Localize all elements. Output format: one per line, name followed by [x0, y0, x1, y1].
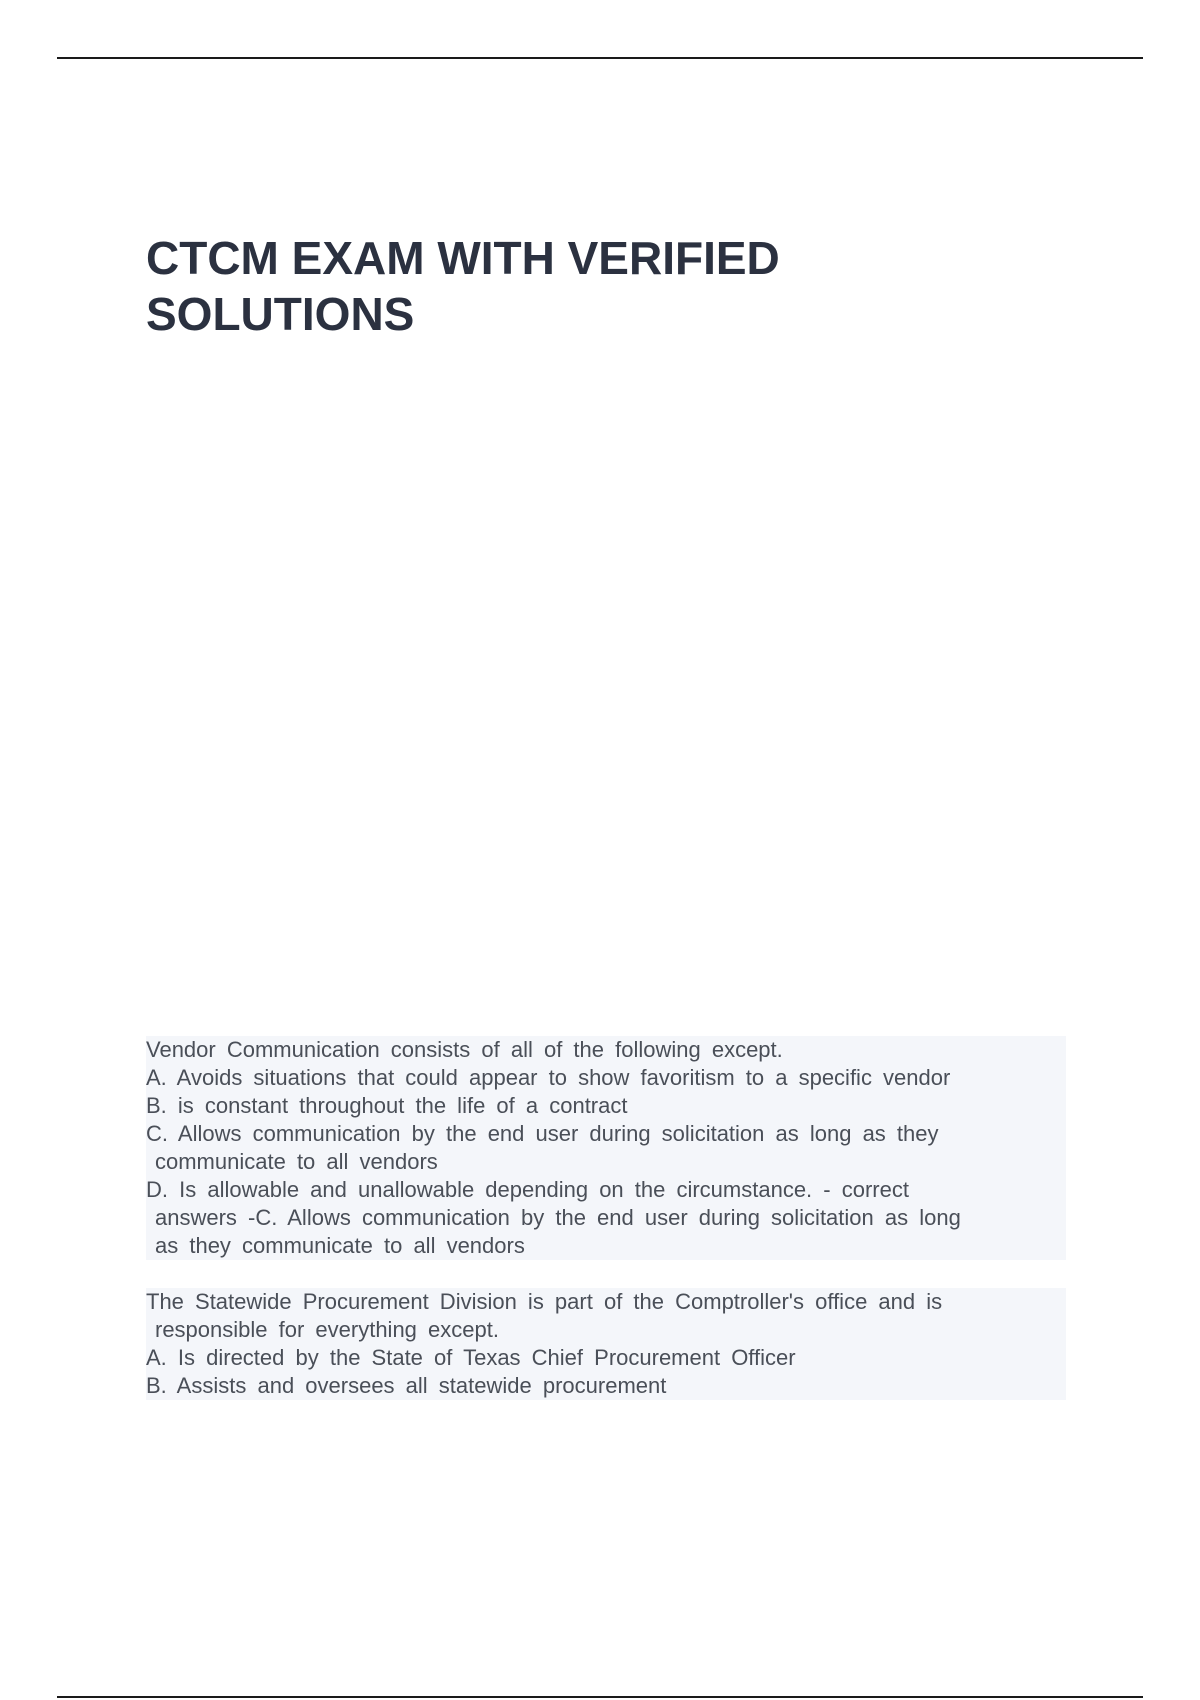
option-b: B. Assists and oversees all statewide procurement: [146, 1372, 1066, 1400]
top-rule: [57, 57, 1143, 59]
option-c: C. Allows communication by the end user during solicitation as long as they: [146, 1120, 1066, 1148]
question-text: Vendor Communication consists of all of the following except.: [146, 1036, 1066, 1064]
question-text: The Statewide Procurement Division is part of the Comptroller's office and is: [146, 1288, 1066, 1316]
question-text-continued: responsible for everything except.: [146, 1316, 1066, 1344]
bottom-rule: [57, 1696, 1143, 1698]
option-a: A. Avoids situations that could appear to show favoritism to a specific vendor: [146, 1064, 1066, 1092]
question-block-1: [146, 1036, 1066, 1260]
title-line-1: CTCM EXAM WITH VERIFIED: [146, 232, 780, 284]
question-block-2: [146, 1288, 1066, 1400]
answer-text-continued: as they communicate to all vendors: [146, 1232, 1066, 1260]
option-a: A. Is directed by the State of Texas Chief Procurement Officer: [146, 1344, 1066, 1372]
title-line-2: SOLUTIONS: [146, 288, 415, 340]
option-b: B. is constant throughout the life of a contract: [146, 1092, 1066, 1120]
option-c-continued: communicate to all vendors: [146, 1148, 1066, 1176]
document-body: [146, 1036, 1066, 1400]
document-title: [146, 230, 1046, 342]
option-d: D. Is allowable and unallowable depending on the circumstance. - correct: [146, 1176, 1066, 1204]
answer-text: answers -C. Allows communication by the end user during solicitation as long: [146, 1204, 1066, 1232]
